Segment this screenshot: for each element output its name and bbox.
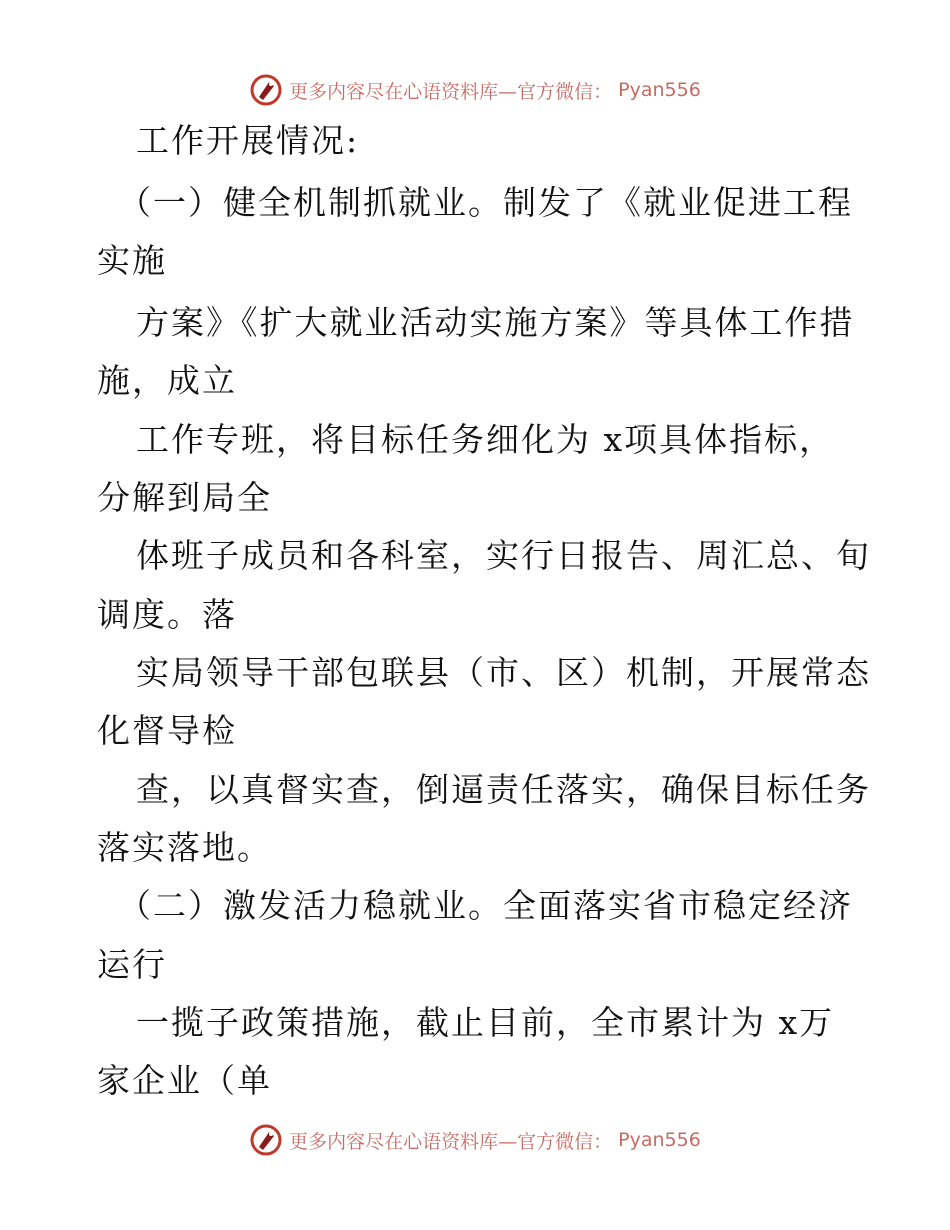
body-line: 运行 bbox=[97, 945, 167, 984]
footer-banner bbox=[0, 1120, 950, 1160]
body-line: 施，成立 bbox=[97, 361, 237, 400]
body-line: （二）激发活力稳就业。全面落实省市稳定经济 bbox=[118, 886, 853, 925]
banner-wechat-id: Pyan556 bbox=[618, 1129, 701, 1151]
header-banner bbox=[0, 70, 950, 110]
body-line: （一）健全机制抓就业。制发了《就业促进工程 bbox=[118, 183, 853, 222]
banner-text: 更多内容尽在心语资料库—官方微信： bbox=[289, 1130, 613, 1153]
body-line: 实局领导干部包联县（市、区）机制，开展常态 bbox=[136, 653, 871, 692]
body-line: 一揽子政策措施，截止目前，全市累计为 x万 bbox=[136, 1003, 835, 1042]
pen-nib-logo-icon bbox=[249, 1123, 283, 1157]
pen-nib-logo-icon bbox=[249, 73, 283, 107]
body-line: 家企业（单 bbox=[97, 1061, 272, 1100]
body-line: 体班子成员和各科室，实行日报告、周汇总、旬 bbox=[136, 536, 871, 575]
body-line: 化督导检 bbox=[97, 711, 237, 750]
body-line: 实施 bbox=[97, 241, 167, 280]
banner-text: 更多内容尽在心语资料库—官方微信： bbox=[289, 80, 613, 103]
body-line: 落实落地。 bbox=[97, 828, 272, 867]
body-line: 分解到局全 bbox=[97, 478, 272, 517]
body-line: 查，以真督实查，倒逼责任落实，确保目标任务 bbox=[136, 770, 871, 809]
body-line: 工作开展情况: bbox=[136, 121, 360, 160]
banner-wechat-id: Pyan556 bbox=[618, 79, 701, 101]
body-line: 方案》《扩大就业活动实施方案》等具体工作措 bbox=[136, 303, 855, 342]
body-line: 工作专班，将目标任务细化为 x项具体指标， bbox=[136, 420, 835, 459]
body-line: 调度。落 bbox=[97, 595, 237, 634]
